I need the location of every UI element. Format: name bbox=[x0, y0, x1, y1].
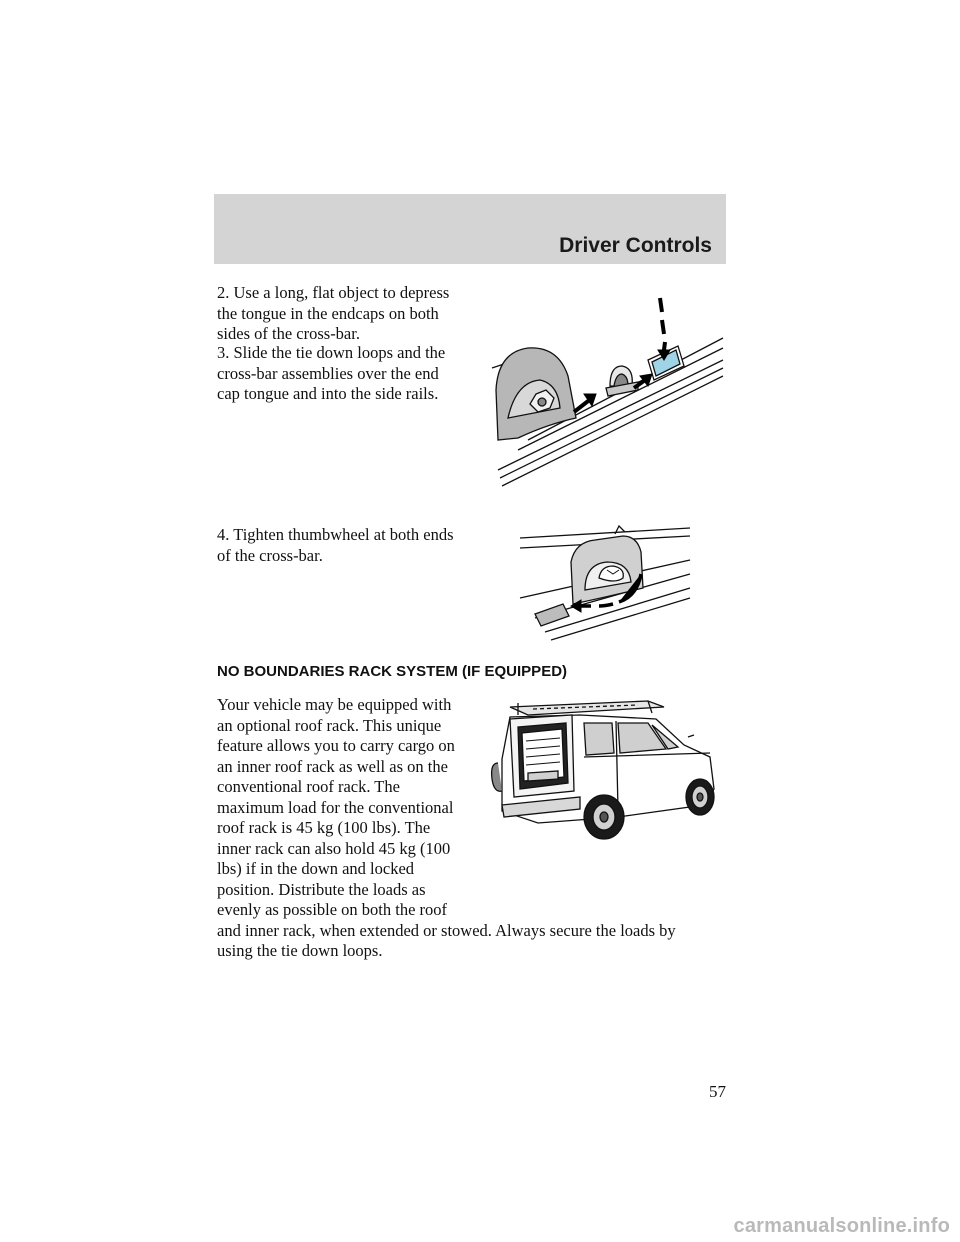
text-line: 2. Use a long, flat object to depress bbox=[217, 283, 450, 302]
text-line: of the cross-bar. bbox=[217, 545, 323, 565]
text-line: an inner roof rack as well as on the bbox=[217, 756, 448, 776]
text-line: roof rack is 45 kg (100 lbs). The bbox=[217, 818, 431, 837]
endcap-installation-illustration bbox=[488, 290, 728, 490]
step-3-text bbox=[217, 343, 445, 405]
text-line: maximum load for the conventional bbox=[217, 797, 454, 817]
section-heading: NO BOUNDARIES RACK SYSTEM (IF EQUIPPED) bbox=[217, 663, 568, 680]
thumbwheel-illustration bbox=[515, 522, 695, 644]
text-line: cap tongue and into the side rails. bbox=[217, 384, 439, 403]
page-number: 57 bbox=[709, 1082, 726, 1101]
text-line: conventional roof rack. The bbox=[217, 777, 400, 796]
text-line: 4. Tighten thumbwheel at both ends bbox=[217, 525, 454, 544]
suv-roof-rack-illustration bbox=[488, 693, 726, 855]
text-line: the tongue in the endcaps on both bbox=[217, 303, 439, 323]
text-line: inner rack can also hold 45 kg (100 bbox=[217, 838, 451, 858]
text-line: lbs) if in the down and locked bbox=[217, 859, 415, 878]
text-line: 3. Slide the tie down loops and the bbox=[217, 343, 446, 362]
section-header-band bbox=[214, 194, 726, 264]
section-title: Driver Controls bbox=[559, 234, 712, 257]
text-line: position. Distribute the loads as bbox=[217, 879, 426, 899]
text-line: feature allows you to carry cargo on bbox=[217, 736, 455, 755]
text-line: and inner rack, when extended or stowed. Always secure the loads by bbox=[217, 920, 676, 940]
watermark-text: carmanualsonline.info bbox=[733, 1215, 950, 1237]
step-2-text bbox=[217, 283, 449, 345]
text-line: evenly as possible on both the roof bbox=[217, 900, 448, 919]
text-line: using the tie down loops. bbox=[217, 941, 383, 960]
text-line: Your vehicle may be equipped with bbox=[217, 695, 452, 714]
step-4-text bbox=[217, 525, 454, 566]
text-line: an optional roof rack. This unique bbox=[217, 715, 442, 735]
text-line: sides of the cross-bar. bbox=[217, 324, 360, 343]
text-line: cross-bar assemblies over the end bbox=[217, 363, 439, 383]
